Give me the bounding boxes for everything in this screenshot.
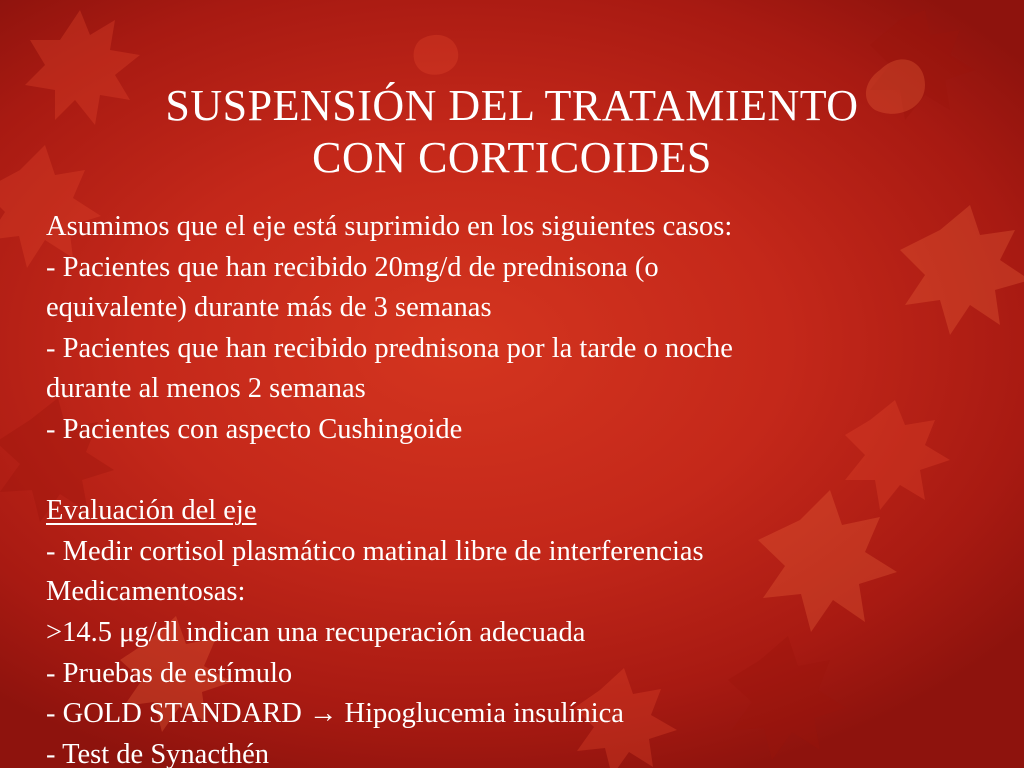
intro-text: Asumimos que el eje está suprimido en los siguientes casos: [46,211,733,242]
list-item: durante al menos 2 semanas [46,373,366,405]
spacer [46,451,996,492]
list-item: - Pruebas de estímulo [46,657,293,689]
list-item: >14.5 μg/dl indican una recuperación adecuada [46,616,586,648]
title-line-2: CON CORTICOIDES [312,133,712,182]
list-item: - Test de Synacthén [46,738,270,768]
list-item: - Pacientes que han recibido prednisona por la tarde o noche [46,332,733,364]
list-item: equivalente) durante más de 3 semanas [46,292,492,324]
evaluation-heading: Evaluación del eje [46,495,257,527]
list-item: - GOLD STANDARD → Hipoglucemia insulínica [46,698,624,730]
slide-title [60,80,964,184]
list-item: - Pacientes con aspecto Cushingoide [46,413,463,445]
list-item: - Medir cortisol plasmático matinal libre de interferencias [46,535,704,567]
slide-body [46,207,996,768]
list-item: - Pacientes que han recibido 20mg/d de prednisona (o [46,251,659,283]
title-line-1: SUSPENSIÓN DEL TRATAMIENTO [165,81,859,130]
list-item: Medicamentosas: [46,576,246,608]
